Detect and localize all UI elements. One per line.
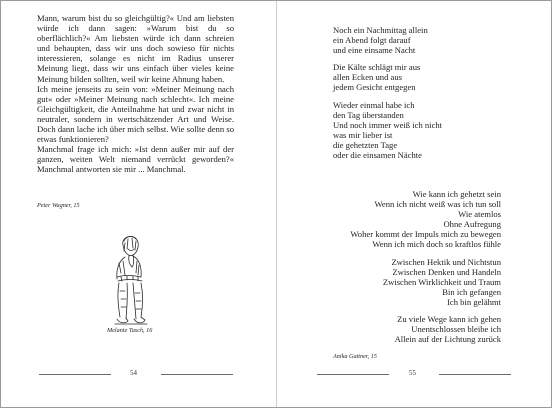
poem-line: Zwischen Denken und Handeln xyxy=(392,266,501,277)
left-page xyxy=(1,1,276,407)
poem-line: Noch ein Nachmittag allein xyxy=(333,25,428,35)
paragraph-3: Manchmal frage ich mich: »Ist denn außer mir auf der ganzen, weiten Welt niemand verrückt geworden?« Manchmal antworten sie mir ... Manchmal. xyxy=(37,144,234,175)
stanza xyxy=(350,314,501,344)
footer-rule-left xyxy=(317,374,389,375)
poem-line: Zwischen Hektik und Nichtstun xyxy=(391,256,501,267)
poem-author-credit: Anika Gattner, 15 xyxy=(333,353,377,360)
poem-line: oder die einsamen Nächte xyxy=(333,150,423,161)
poem-line: den Tag überstanden xyxy=(333,109,404,120)
poem-line: Unentschlossen bleibe ich xyxy=(411,324,501,335)
page-number: 55 xyxy=(409,369,416,377)
poem-line: und eine einsame Nacht xyxy=(333,45,416,56)
poem-one xyxy=(333,25,442,160)
sketch-author-credit: Melanie Tasch, 16 xyxy=(107,327,153,334)
stanza xyxy=(350,257,501,307)
poem-line: allen Ecken und aus xyxy=(333,72,402,83)
poem-line: Woher kommt der Impuls mich zu bewegen xyxy=(350,229,501,240)
paragraph-1: Mann, warum bist du so gleichgültig?« Und am liebsten würde ich dann sagen: »Warum bist du so oberflächlich?« Am liebsten würde ich dann schreien und behaupten, dass wir uns doch sowieso für nichts interessieren, solange es nicht im Radius unserer Meinung liegt, dass wir uns einfach über vieles keine Meinung bilden sollten, weil wir keine Ahnung haben. xyxy=(37,13,234,84)
poem-line: ein Abend folgt darauf xyxy=(333,35,411,46)
poem-line: was mir lieber ist xyxy=(333,129,393,140)
poem-line: Wieder einmal habe ich xyxy=(333,99,415,110)
poem-line: Bin ich gefangen xyxy=(442,286,501,297)
poem-line: die gehetzten Tage xyxy=(333,139,398,150)
right-page xyxy=(277,1,551,407)
poem-line: Wie atemlos xyxy=(458,209,501,220)
prose-author-credit: Peter Wagner, 15 xyxy=(37,202,80,209)
poem-line: Ohne Aufregung xyxy=(443,219,501,230)
poem-line: Zwischen Wirklichkeit und Traum xyxy=(382,276,501,287)
stanza xyxy=(333,62,442,92)
poem-line: Und noch immer weiß ich nicht xyxy=(333,119,443,130)
footer-rule-right xyxy=(439,374,511,375)
prose-text xyxy=(37,13,234,175)
paragraph-2: Ich meine jenseits zu sein von: »Meiner Meinung nach gut« oder »Meiner Meinung nach schlecht«. Ich meine Gleichgültigkeit, die Anteilnahme hat und zwar nicht in neutraler, sondern in wertschätzender Art und Weise. Doch dann lache ich über mich selbst. Wie sollte denn so etwas funktionieren? xyxy=(37,83,234,145)
poem-line: Wenn ich mich doch so kraftlos fühle xyxy=(372,239,501,250)
stanza xyxy=(333,25,442,55)
sketch-illustration xyxy=(103,231,157,329)
footer-rule-left xyxy=(39,374,111,375)
footer-rule-right xyxy=(161,374,233,375)
stanza xyxy=(333,100,442,161)
poem-line: Wenn ich nicht weiß was ich tun soll xyxy=(374,199,501,210)
poem-line: Zu viele Wege kann ich gehen xyxy=(397,314,501,325)
poem-line: Allein auf der Lichtung zurück xyxy=(394,334,501,345)
stanza xyxy=(350,189,501,250)
poem-line: Wie kann ich gehetzt sein xyxy=(412,189,501,199)
poem-line: Die Kälte schlägt mir aus xyxy=(333,62,421,73)
page-number: 54 xyxy=(130,369,137,377)
poem-line: Ich bin gelähmt xyxy=(447,296,501,307)
poem-two xyxy=(350,189,501,344)
poem-line: jedem Gesicht entgegen xyxy=(333,82,416,93)
